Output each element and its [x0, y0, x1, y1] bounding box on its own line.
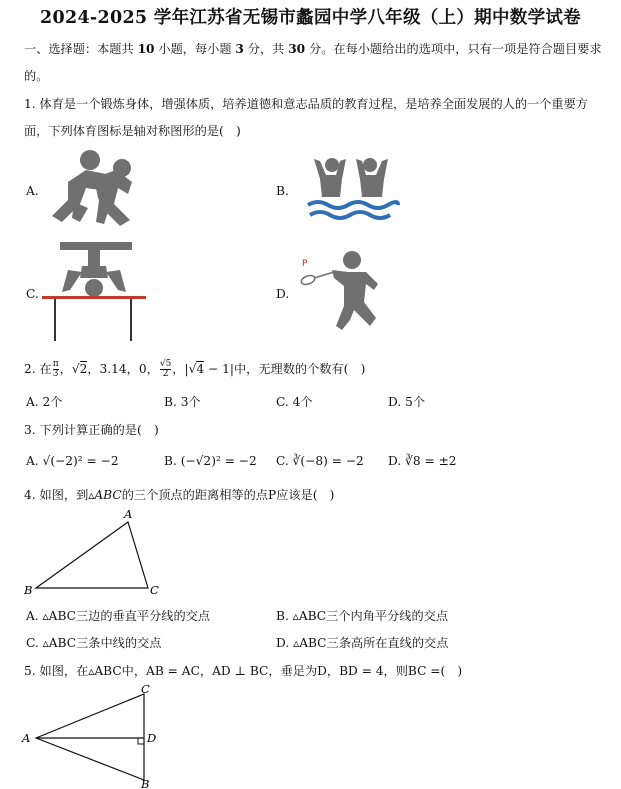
- badminton-icon: [294, 250, 404, 334]
- vertex-a-label: A: [22, 731, 31, 745]
- point-d-label: D: [147, 731, 157, 745]
- fraction-pi-over-3: $\frac{\pi}{3}$: [52, 359, 59, 379]
- q1-option-c[interactable]: C.: [26, 287, 39, 301]
- section-text: 一、选择题：本题共: [24, 42, 138, 56]
- q3-option-d[interactable]: D. ∛8 = ±2: [388, 454, 457, 468]
- q1-stem-line1: 1. 体育是一个锻炼身体，增强体质，培养道德和意志品质的教育过程，是培养全面发展的人的一个重要方: [24, 97, 588, 111]
- sqrt-2: √2: [71, 362, 88, 376]
- q4-option-a[interactable]: A. ▵ABC三边的垂直平分线的交点: [26, 609, 211, 623]
- page-title: 2024-2025 学年江苏省无锡市蠡园中学八年级（上）期中数学试卷: [40, 8, 581, 28]
- q4-option-d[interactable]: D. ▵ABC三条高所在直线的交点: [276, 636, 449, 650]
- total-points: 30: [288, 42, 306, 56]
- section-text: 分。在每小题给出的选项中，只有一项是符合题目要求: [305, 42, 602, 56]
- section-header: [24, 40, 602, 57]
- vertex-b-label: B: [141, 777, 150, 789]
- q1-option-d[interactable]: D.: [276, 287, 290, 301]
- triangle-shape: [36, 694, 144, 780]
- abs-expression: |√4 − 1|: [184, 362, 234, 376]
- section-text: 分，共: [243, 42, 289, 56]
- q3-option-a[interactable]: A. √(−2)² = −2: [26, 454, 119, 468]
- vertex-c-label: C: [150, 583, 159, 597]
- q3-option-b[interactable]: B. (−√2)² = −2: [164, 454, 257, 468]
- bar-top: [42, 296, 146, 299]
- points-per-question: 3: [235, 42, 244, 56]
- gymnastics-icon: [38, 236, 150, 344]
- q3-stem: 3. 下列计算正确的是( ): [24, 423, 159, 437]
- swimming-icon: [306, 155, 398, 221]
- vertex-a-label: A: [124, 507, 133, 521]
- question-count: 10: [137, 42, 155, 56]
- q2-prefix: 2. 在: [24, 362, 52, 376]
- q1-stem-line2: 面，下列体育图标是轴对称图形的是( ): [24, 124, 241, 138]
- q2-option-d[interactable]: D. 5个: [388, 395, 426, 409]
- q2-option-a[interactable]: A. 2个: [26, 395, 63, 409]
- vertex-c-label: C: [141, 682, 150, 696]
- q1-option-a[interactable]: A.: [26, 184, 39, 198]
- q2-stem: 2. 在 $\frac{\pi}{3}$ ，√2，3.14，0， $\frac{√5}{2}$ ，|√4 − 1|中，无理数的个数有( ): [24, 359, 366, 379]
- q2-option-c[interactable]: C. 4个: [276, 395, 313, 409]
- q5-stem: 5. 如图，在▵ABC中，AB = AC，AD ⊥ BC，垂足为D，BD = 4，则BC =( ): [24, 664, 463, 678]
- q5-triangle-figure: [22, 684, 162, 788]
- vertex-b-label: B: [24, 583, 33, 597]
- q3-option-c[interactable]: C. ∛(−8) = −2: [276, 454, 364, 468]
- section-header-line2: 的。: [24, 69, 49, 83]
- q1-option-b[interactable]: B.: [276, 184, 289, 198]
- triangle-shape: [36, 522, 148, 588]
- q4-triangle-figure: [24, 508, 164, 598]
- shuttlecock-icon: P: [302, 259, 308, 269]
- triangle-abc: ▵ABC: [88, 488, 122, 502]
- q4-option-b[interactable]: B. ▵ABC三个内角平分线的交点: [276, 609, 449, 623]
- q4-option-c[interactable]: C. ▵ABC三条中线的交点: [26, 636, 162, 650]
- wrestling-icon: [40, 148, 152, 228]
- q4-stem: 4. 如图，到▵ABC的三个顶点的距离相等的点P应该是( ): [24, 488, 335, 502]
- section-text: 小题，每小题: [154, 42, 236, 56]
- fraction-sqrt5-over-2: $\frac{√5}{2}$: [159, 359, 172, 379]
- right-angle-mark: [138, 738, 144, 744]
- q2-option-b[interactable]: B. 3个: [164, 395, 201, 409]
